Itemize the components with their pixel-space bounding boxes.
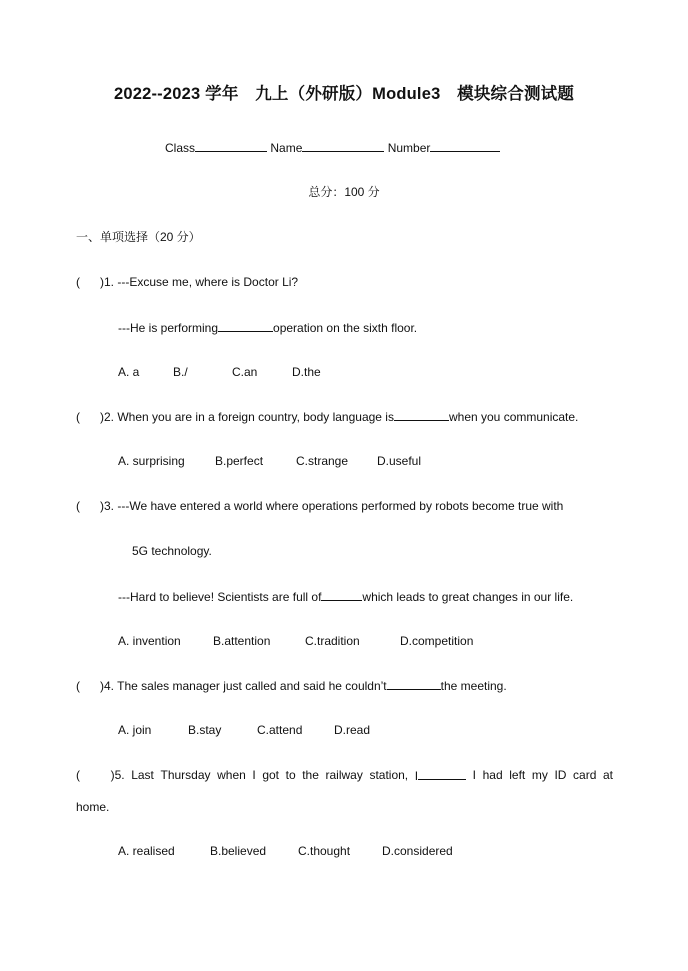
option-c[interactable]: C.attend	[257, 723, 303, 737]
question-number: )1.	[100, 275, 115, 289]
question-2	[76, 408, 578, 425]
question-3-options	[118, 633, 473, 649]
question-3-reply	[118, 588, 573, 605]
option-a[interactable]: A. surprising	[118, 454, 185, 468]
word: got	[262, 768, 280, 782]
page-title: 2022--2023 学年 九上（外研版）Module3 模块综合测试题	[113, 85, 575, 103]
question-text-before: The sales manager just called and said he couldn’t	[117, 679, 387, 693]
answer-bracket-open[interactable]: (	[76, 499, 80, 513]
answer-bracket-open[interactable]: (	[76, 410, 80, 424]
question-5	[76, 767, 613, 784]
student-info-line	[165, 139, 500, 156]
word: railway	[325, 768, 363, 782]
option-c[interactable]: C.thought	[298, 844, 351, 858]
word: my	[531, 768, 548, 782]
option-d[interactable]: D.considered	[382, 844, 453, 858]
word: Last	[131, 768, 154, 782]
name-label: Name	[270, 141, 303, 155]
word: Thursday	[160, 768, 211, 782]
option-b[interactable]: B.stay	[188, 723, 222, 737]
word: ID	[554, 768, 567, 782]
word: card	[573, 768, 597, 782]
answer-blank[interactable]	[321, 588, 362, 601]
word: I	[472, 768, 477, 782]
question-1-reply	[118, 319, 417, 336]
reply-text-after: which leads to great changes in our life.	[362, 590, 574, 604]
question-text: ---Excuse me, where is Doctor Li?	[117, 275, 299, 289]
question-text-before: When you are in a foreign country, body language is	[117, 410, 394, 424]
answer-bracket-open[interactable]: (	[76, 679, 80, 693]
question-1	[76, 274, 298, 290]
option-c[interactable]: C.an	[232, 365, 258, 379]
question-5-options	[118, 843, 453, 859]
option-b[interactable]: B.attention	[213, 634, 271, 648]
question-number: )3.	[100, 499, 115, 513]
question-text: ---We have entered a world where operations performed by robots become true with	[117, 499, 564, 513]
class-label: Class	[165, 141, 196, 155]
question-number: )5.	[110, 768, 125, 782]
option-c[interactable]: C.strange	[296, 454, 349, 468]
option-b[interactable]: B./	[173, 365, 188, 379]
word: I	[414, 769, 419, 783]
number-blank[interactable]	[430, 139, 500, 152]
option-c[interactable]: C.tradition	[305, 634, 360, 648]
name-blank[interactable]	[302, 139, 384, 152]
question-1-options	[118, 364, 321, 380]
option-d[interactable]: D.read	[334, 723, 371, 737]
option-d[interactable]: D.the	[292, 365, 321, 379]
word: when	[217, 768, 246, 782]
option-a[interactable]: A. invention	[118, 634, 181, 648]
question-number: )4.	[100, 679, 115, 693]
reply-text-after: operation on the sixth floor.	[273, 321, 418, 335]
answer-blank[interactable]	[387, 677, 441, 690]
question-2-options	[118, 453, 421, 469]
question-number: )2.	[100, 410, 115, 424]
question-text-after: when you communicate.	[448, 410, 579, 424]
word: at	[602, 768, 613, 782]
total-score: 总分：100 分	[308, 185, 380, 199]
question-3-continuation: 5G technology.	[132, 544, 212, 558]
question-4-options	[118, 722, 370, 738]
answer-blank[interactable]	[218, 319, 273, 332]
word: I	[252, 768, 256, 782]
answer-blank[interactable]	[418, 767, 466, 780]
answer-bracket-open[interactable]: (	[76, 768, 80, 782]
class-blank[interactable]	[195, 139, 267, 152]
option-a[interactable]: A. join	[118, 723, 152, 737]
question-3	[76, 498, 563, 514]
number-label: Number	[387, 141, 431, 155]
word: had	[482, 768, 503, 782]
answer-blank[interactable]	[394, 408, 449, 421]
option-a[interactable]: A. realised	[118, 844, 175, 858]
option-d[interactable]: D.competition	[400, 634, 474, 648]
option-b[interactable]: B.believed	[210, 844, 267, 858]
question-text-after: the meeting.	[440, 679, 507, 693]
question-5-continuation: home.	[76, 800, 110, 814]
word: to	[285, 768, 296, 782]
option-d[interactable]: D.useful	[377, 454, 422, 468]
word: the	[302, 768, 319, 782]
option-b[interactable]: B.perfect	[215, 454, 264, 468]
word: left	[509, 768, 526, 782]
answer-bracket-open[interactable]: (	[76, 275, 80, 289]
reply-text-before: ---He is performing	[118, 321, 219, 335]
word: station,	[369, 768, 409, 782]
section-heading: 一、单项选择（20 分）	[76, 230, 201, 244]
question-4	[76, 677, 507, 694]
reply-text-before: ---Hard to believe! Scientists are full of	[118, 590, 322, 604]
option-a[interactable]: A. a	[118, 365, 140, 379]
